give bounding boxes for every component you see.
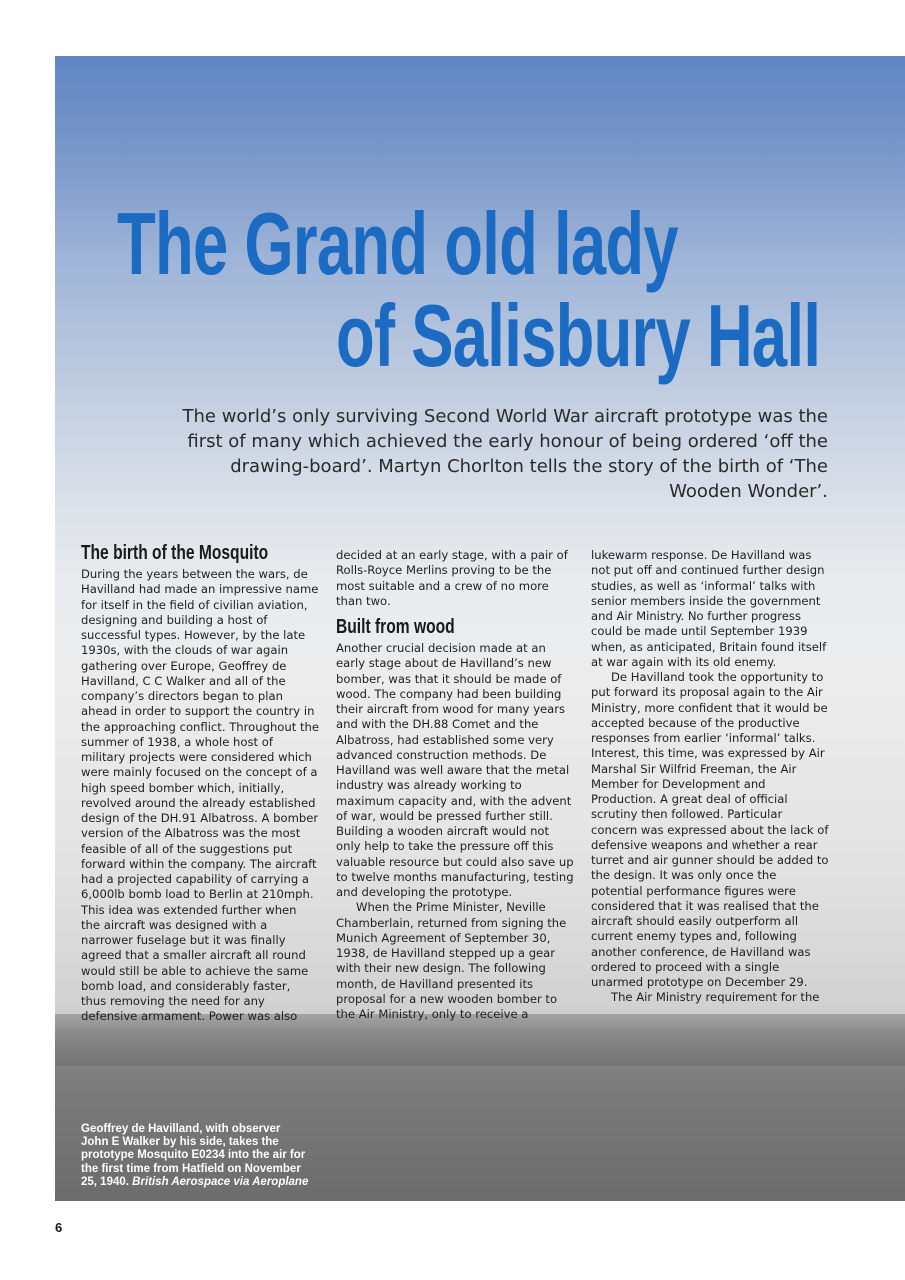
standfirst: The world’s only surviving Second World War aircraft prototype was the first of many which achieved the early honour of being ordered ‘off the drawing-board’. Martyn Chorlton tells the story of the birth of ‘The Wooden Wonder’. bbox=[182, 406, 828, 502]
article-column-2 bbox=[336, 548, 574, 1022]
article-column-1 bbox=[81, 541, 319, 1025]
paragraph: lukewarm response. De Havilland was not put off and continued further design studies, as well as ‘informal’ talks with senior members inside the government and Air Ministry. No further progress could be made until September 1939 when, as anticipated, Britain found itself at war again with its old enemy. bbox=[591, 548, 827, 669]
page-number: 6 bbox=[55, 1220, 63, 1235]
paragraph: De Havilland took the opportunity to put forward its proposal again to the Air Ministry, more confident that it would be accepted because of the productive responses from earlier ‘informal’ talks. Interest, this time, was expressed by Air Marshal Sir Wilfrid Freeman, the Air Member for Development and Production. A great deal of official scrutiny then followed. Particular concern was expressed about the lack of defensive weapons and whether a rear turret and air gunner should be added to the design. It was only once the potential performance figures were considered that it was realised that the aircraft should easily outperform all current enemy types and, following another conference, de Havilland was ordered to proceed with a single unarmed prototype on December 29. bbox=[591, 670, 829, 989]
paragraph: The Air Ministry requirement for the bbox=[611, 990, 820, 1005]
photo-caption bbox=[81, 1123, 311, 1189]
paragraph: Another crucial decision made at an early stage about de Havilland’s new bomber, was that it should be made of wood. The company had been building their aircraft from wood for many years and with the DH.88 Comet and the Albatross, had established some very advanced construction methods. De Havilland was well aware that the metal industry was already working to maximum capacity and, with the advent of war, would be pressed further still. Building a wooden aircraft would not only help to take the pressure off this valuable resource but could also save up to twelve months manufacturing, testing and developing the prototype. bbox=[336, 641, 574, 899]
section-heading-wood: Built from wood bbox=[336, 616, 455, 638]
horizon-haze bbox=[55, 1026, 905, 1066]
paragraph: During the years between the wars, de Havilland had made an impressive name for itself in the field of civilian aviation, designing and building a host of successful types. However, by the late 1930s, with the clouds of war again gathering over Europe, Geoffrey de Havilland, C C Walker and all of the company’s directors began to plan ahead in order to support the country in the approaching conflict. Throughout the summer of 1938, a whole host of military projects were considered which were mainly focused on the concept of a high speed bomber which, initially, revolved around the already established design of the DH.91 Albatross. A bomber version of the Albatross was the most feasible of all of the suggestions put forward within the company. The aircraft had a projected capability of carrying a 6,000lb bomb load to Berlin at 210mph. This idea was extended further when the aircraft was designed with a narrower fuselage but it was finally agreed that a smaller aircraft all round would still be able to achieve the same bomb load, and considerably faster, thus removing the need for any defensive armament. Power was also bbox=[81, 567, 319, 1024]
page-title-line-1: The Grand old lady bbox=[117, 194, 678, 293]
page-title-line-2: of Salisbury Hall bbox=[336, 286, 821, 385]
paragraph: decided at an early stage, with a pair of Rolls-Royce Merlins proving to be the most suitable and a crew of no more than two. bbox=[336, 548, 568, 608]
caption-credit: British Aerospace via Aeroplane bbox=[132, 1175, 309, 1188]
paragraph: When the Prime Minister, Neville Chamberlain, returned from signing the Munich Agreement of September 30, 1938, de Havilland stepped up a gear with their new design. The following month, de Havilland presented its proposal for a new wooden bomber to the Air Ministry, only to receive a bbox=[336, 900, 567, 1021]
caption-text: Geoffrey de Havilland, with observer John E Walker by his side, takes the prototype Mosquito E0234 into the air for the first time from Hatfield on November 25, 1940. bbox=[81, 1123, 306, 1188]
section-heading-birth: The birth of the Mosquito bbox=[81, 542, 269, 564]
article-column-3 bbox=[591, 548, 829, 1006]
